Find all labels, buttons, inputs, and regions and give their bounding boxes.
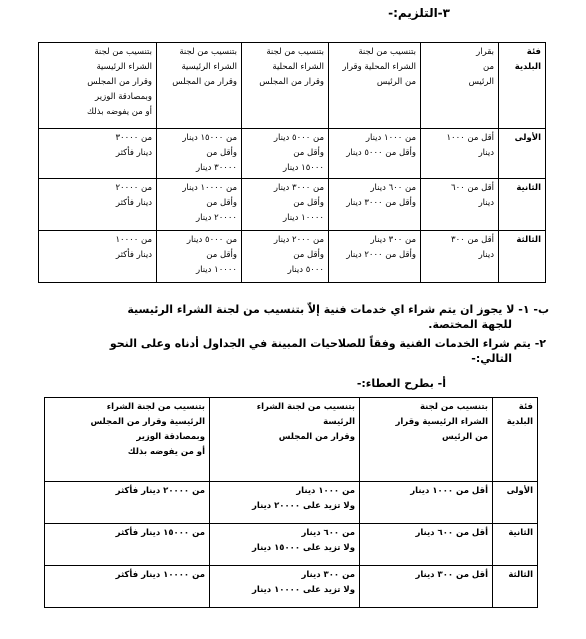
table-cell [242, 231, 329, 283]
table-cell [493, 566, 538, 608]
cell-text-line: دينار فأكثر [115, 148, 152, 158]
cell-text-line: من ٣٠٠ دينار [370, 235, 416, 245]
cell-text-line: من ١٠٠٠ دينار [365, 133, 416, 143]
cell-text-line: ٣٠٠٠٠ دينار [196, 163, 237, 173]
table-cell [242, 129, 329, 179]
header-cell [493, 398, 538, 482]
cell-text-line: من ٦٠٠ دينار [370, 183, 416, 193]
table-row [45, 482, 538, 524]
cell-text-line: الرئيسة [323, 417, 355, 427]
header-cell [499, 43, 546, 129]
cell-text-line: بتنسيب من لجنة الشراء [256, 402, 355, 412]
paragraph-b1-line2: للجهة المختصة. [428, 318, 512, 331]
cell-text-line: من ٢٠٠٠ دينار [273, 235, 324, 245]
cell-text-line: وقرار من المجلس [278, 432, 355, 442]
cell-text-line: أقل من ٣٠٠ دينار [415, 570, 488, 580]
table-cell [45, 524, 210, 566]
cell-text-line: أقل من ٦٠٠ دينار [415, 528, 488, 538]
table-cell [157, 179, 242, 231]
cell-text-line: بتنسيب من لجنة الشراء [106, 402, 205, 412]
cell-text-line: بتنسيب من لجنة [266, 47, 324, 57]
table-row [39, 129, 546, 179]
table-cell [360, 482, 493, 524]
cell-text-line: وأقل من [206, 198, 237, 208]
section-heading: ٣-التلزيم:- [388, 6, 450, 20]
cell-text-line: البلدية [514, 62, 541, 72]
cell-text-line: من ٣٠٠٠٠ [115, 133, 152, 143]
cell-text-line: الثالثة [508, 570, 533, 580]
table-cell [493, 524, 538, 566]
cell-text-line: من الرئيس [376, 77, 416, 87]
cell-text-line: الشراء المحلية وقرار [342, 62, 416, 72]
table-cell [329, 179, 421, 231]
cell-text-line: دينار فأكثر [115, 198, 152, 208]
table-row [39, 231, 546, 283]
cell-text-line: فئة [526, 47, 541, 57]
cell-text-line: دينار فأكثر [115, 250, 152, 260]
header-cell [360, 398, 493, 482]
table-cell [360, 524, 493, 566]
cell-text-line: الأولى [514, 133, 541, 143]
header-cell [329, 43, 421, 129]
cell-text-line: أقل من ١٠٠٠ [446, 133, 494, 143]
table-cell [329, 129, 421, 179]
table-row [45, 524, 538, 566]
cell-text-line: من [482, 62, 494, 72]
table-row [45, 566, 538, 608]
table-cell [360, 566, 493, 608]
header-cell [210, 398, 360, 482]
cell-text-line: ١٠٠٠٠ دينار [196, 265, 237, 275]
cell-text-line: من ٥٠٠٠ دينار [273, 133, 324, 143]
cell-text-line: أقل من ٣٠٠ [451, 235, 494, 245]
cell-text-line: بتنسيب من لجنة [179, 47, 237, 57]
cell-text-line: بتنسيب من لجنة [419, 402, 488, 412]
cell-text-line: ٥٠٠٠ دينار [287, 265, 324, 275]
cell-text-line: من ٦٠٠ دينار [301, 528, 355, 538]
header-cell [157, 43, 242, 129]
cell-text-line: وأقل من [206, 148, 237, 158]
cell-text-line: من ١٥٠٠٠ دينار فأكثر [115, 528, 205, 538]
table-header-row [45, 398, 538, 482]
cell-text-line: الشراء الرئيسية [96, 62, 152, 72]
cell-text-line: بتنسيب من لجنة [94, 47, 152, 57]
table-cell [39, 231, 157, 283]
cell-text-line: وقرار من المجلس [172, 77, 237, 87]
table-cell [421, 231, 499, 283]
table-cell [45, 566, 210, 608]
cell-text-line: بقرار [476, 47, 494, 57]
cell-text-line: وأقل من [206, 250, 237, 260]
cell-text-line: وقرار من المجلس [259, 77, 324, 87]
cell-text-line: بتنسيب من لجنة [358, 47, 416, 57]
cell-text-line: وأقل من [293, 148, 324, 158]
cell-text-line: ٢٠٠٠٠ دينار [196, 213, 237, 223]
cell-text-line: الثانية [516, 183, 541, 193]
cell-text-line: فئة [518, 402, 533, 412]
table-row [39, 179, 546, 231]
cell-text-line: وقرار من المجلس [87, 77, 152, 87]
purchase-authority-table [38, 42, 546, 283]
table-cell [210, 482, 360, 524]
cell-text-line: وبمصادقة الوزير [136, 432, 205, 442]
cell-text-line: ولا تزيد على ١٥٠٠٠ دينار [252, 543, 355, 553]
cell-text-line: الثالثة [516, 235, 541, 245]
cell-text-line: أو من يفوضه بذلك [86, 107, 152, 117]
cell-text-line: من ١٠٠٠٠ [115, 235, 152, 245]
paragraph-b1-line1: ب- ١- لا يجوز ان يتم شراء اي خدمات فنية إلاّ بتنسيب من لجنة الشراء الرئيسية [127, 303, 549, 316]
cell-text-line: وبمصادقة الوزير [95, 92, 152, 102]
cell-text-line: وأقل من [293, 198, 324, 208]
table-cell [39, 179, 157, 231]
table-cell [499, 231, 546, 283]
cell-text-line: وأقل من [293, 250, 324, 260]
cell-text-line: الرئيسية وقرار من المجلس [90, 417, 205, 427]
cell-text-line: الشراء الرئيسية وقرار [395, 417, 488, 427]
table-header-row [39, 43, 546, 129]
cell-text-line: ١٠٠٠٠ دينار [283, 213, 324, 223]
cell-text-line: دينار [478, 250, 494, 260]
header-cell [421, 43, 499, 129]
cell-text-line: من ١٠٠٠٠ دينار فأكثر [115, 570, 205, 580]
table-cell [157, 129, 242, 179]
cell-text-line: من ١٠٠٠ دينار [296, 486, 355, 496]
table-cell [499, 129, 546, 179]
table-cell [210, 566, 360, 608]
cell-text-line: البلدية [506, 417, 533, 427]
cell-text-line: دينار [478, 198, 494, 208]
cell-text-line: من ٣٠٠ دينار [301, 570, 355, 580]
table-cell [421, 179, 499, 231]
cell-text-line: من ٢٠٠٠٠ [115, 183, 152, 193]
cell-text-line: من ٢٠٠٠٠ دينار فأكثر [115, 486, 205, 496]
tender-authority-table [44, 397, 538, 608]
cell-text-line: الثانية [508, 528, 533, 538]
cell-text-line: وأقل من ٢٠٠٠ دينار [346, 250, 416, 260]
subsection-heading: أ- بطرح العطاء:- [356, 377, 446, 390]
header-cell [45, 398, 210, 482]
cell-text-line: الشراء المحلية [272, 62, 324, 72]
table-cell [39, 129, 157, 179]
cell-text-line: الأولى [506, 486, 533, 496]
table-cell [493, 482, 538, 524]
cell-text-line: من ٥٠٠٠ دينار [186, 235, 237, 245]
table-cell [157, 231, 242, 283]
cell-text-line: أو من يفوضه بذلك [127, 447, 205, 457]
cell-text-line: ولا تزيد على ٢٠٠٠٠ دينار [252, 501, 355, 511]
table-cell [242, 179, 329, 231]
cell-text-line: أقل من ٦٠٠ [451, 183, 494, 193]
table-cell [210, 524, 360, 566]
cell-text-line: من الرئيس [442, 432, 488, 442]
table-cell [421, 129, 499, 179]
paragraph-b2-line2: التالي:- [471, 352, 512, 365]
table-cell [45, 482, 210, 524]
header-cell [242, 43, 329, 129]
paragraph-b2-line1: ٢- يتم شراء الخدمات الفنية وفقاً للصلاحيات المبينة في الجداول أدناه وعلى النحو [109, 337, 546, 350]
cell-text-line: أقل من ١٠٠٠ دينار [410, 486, 488, 496]
table-cell [499, 179, 546, 231]
header-cell [39, 43, 157, 129]
cell-text-line: ١٥٠٠٠ دينار [283, 163, 324, 173]
table-cell [329, 231, 421, 283]
cell-text-line: من ٣٠٠٠ دينار [273, 183, 324, 193]
cell-text-line: الشراء الرئيسية [181, 62, 237, 72]
cell-text-line: دينار [478, 148, 494, 158]
cell-text-line: وأقل من ٥٠٠٠ دينار [346, 148, 416, 158]
cell-text-line: وأقل من ٣٠٠٠ دينار [346, 198, 416, 208]
cell-text-line: الرئيس [468, 77, 494, 87]
cell-text-line: من ١٠٠٠٠ دينار [182, 183, 237, 193]
cell-text-line: ولا تزيد على ١٠٠٠٠ دينار [252, 585, 355, 595]
cell-text-line: من ١٥٠٠٠ دينار [182, 133, 237, 143]
